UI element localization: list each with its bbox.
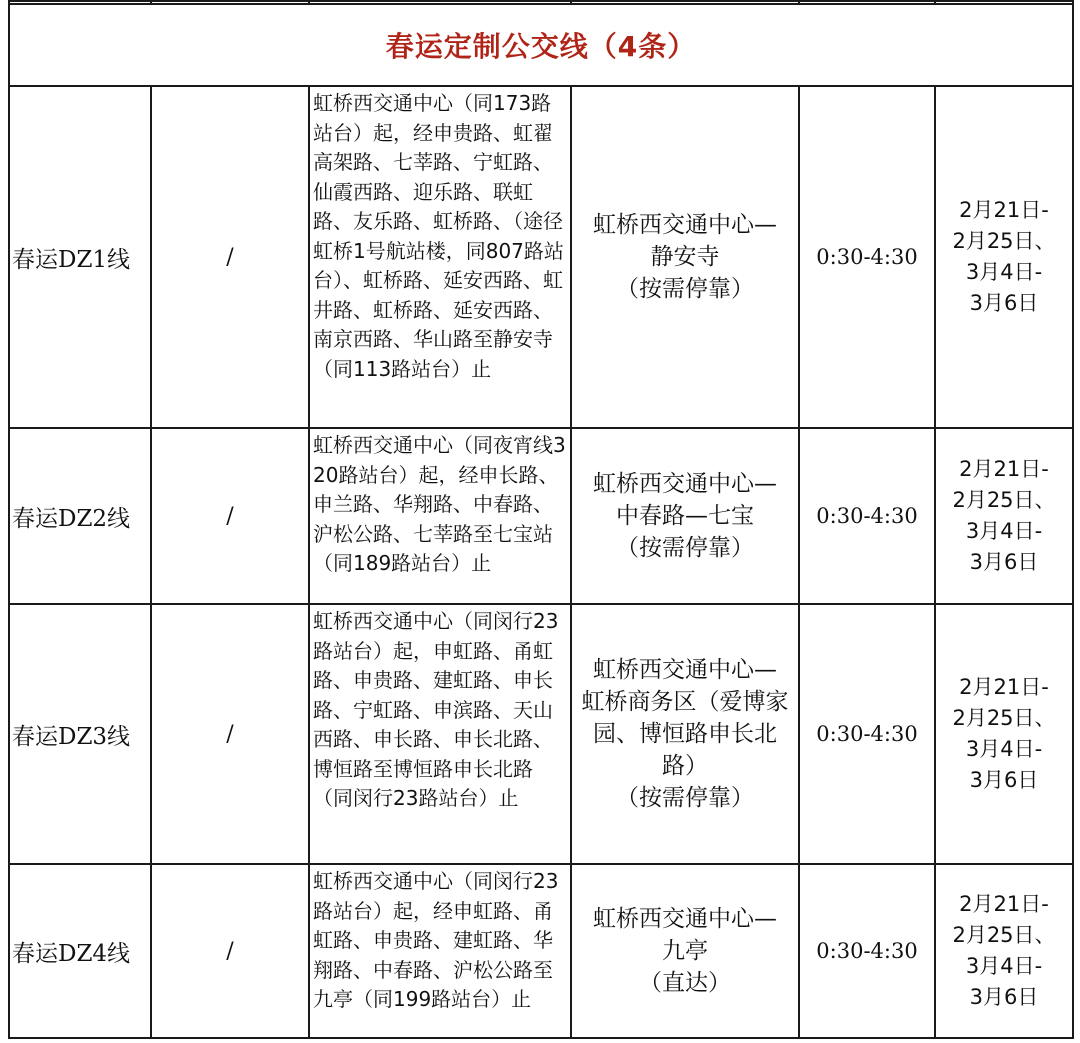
service-dates: 2月21日- 2月25日、 3月4日- 3月6日: [935, 86, 1073, 428]
route-name: 春运DZ4线: [9, 864, 151, 1038]
service-dates: 2月21日- 2月25日、 3月4日- 3月6日: [935, 604, 1073, 864]
route-path: 虹桥西交通中心（同173路站台）起，经申贵路、虹翟高架路、七莘路、宁虹路、仙霞西路、迎乐路、联虹路、友乐路、虹桥路、（途径虹桥1号航站楼，同807路站台）、虹桥路、延安西路、虹井路、虹桥路、延安西路、南京西路、华山路至静安寺（同113路站台）止: [309, 86, 571, 428]
route-terminals: 虹桥西交通中心— 中春路—七宝 （按需停靠）: [571, 428, 799, 604]
route-terminals: 虹桥西交通中心— 静安寺 （按需停靠）: [571, 86, 799, 428]
service-time: 0:30-4:30: [799, 604, 935, 864]
route-terminals: 虹桥西交通中心— 虹桥商务区（爱博家园、博恒路申长北路） （按需停靠）: [571, 604, 799, 864]
service-dates: 2月21日- 2月25日、 3月4日- 3月6日: [935, 864, 1073, 1038]
route-terminals: 虹桥西交通中心— 九亭 （直达）: [571, 864, 799, 1038]
route-name: 春运DZ1线: [9, 86, 151, 428]
empty-value: /: [151, 604, 309, 864]
route-name: 春运DZ3线: [9, 604, 151, 864]
empty-value: /: [151, 864, 309, 1038]
service-dates: 2月21日- 2月25日、 3月4日- 3月6日: [935, 428, 1073, 604]
service-time: 0:30-4:30: [799, 86, 935, 428]
table-title-row: [9, 4, 1073, 86]
table-title: 春运定制公交线（4条）: [9, 4, 1073, 86]
route-name: 春运DZ2线: [9, 428, 151, 604]
route-path: 虹桥西交通中心（同夜宵线320路站台）起，经申长路、申兰路、华翔路、中春路、沪松公路、七莘路至七宝站（同189路站台）止: [309, 428, 571, 604]
service-time: 0:30-4:30: [799, 864, 935, 1038]
empty-value: /: [151, 86, 309, 428]
table-row: [9, 86, 1073, 428]
table-row: [9, 864, 1073, 1038]
table-row: [9, 604, 1073, 864]
route-table: [8, 0, 1074, 1039]
route-path: 虹桥西交通中心（同闵行23路站台）起，经申虹路、甬虹路、申贵路、建虹路、华翔路、中春路、沪松公路至九亭（同199路站台）止: [309, 864, 571, 1038]
service-time: 0:30-4:30: [799, 428, 935, 604]
empty-value: /: [151, 428, 309, 604]
table-row: [9, 428, 1073, 604]
route-path: 虹桥西交通中心（同闵行23路站台）起，申虹路、甬虹路、申贵路、建虹路、申长路、宁虹路、申滨路、天山西路、申长路、申长北路、博恒路至博恒路申长北路（同闵行23路站台）止: [309, 604, 571, 864]
route-table-container: [8, 0, 1072, 1039]
